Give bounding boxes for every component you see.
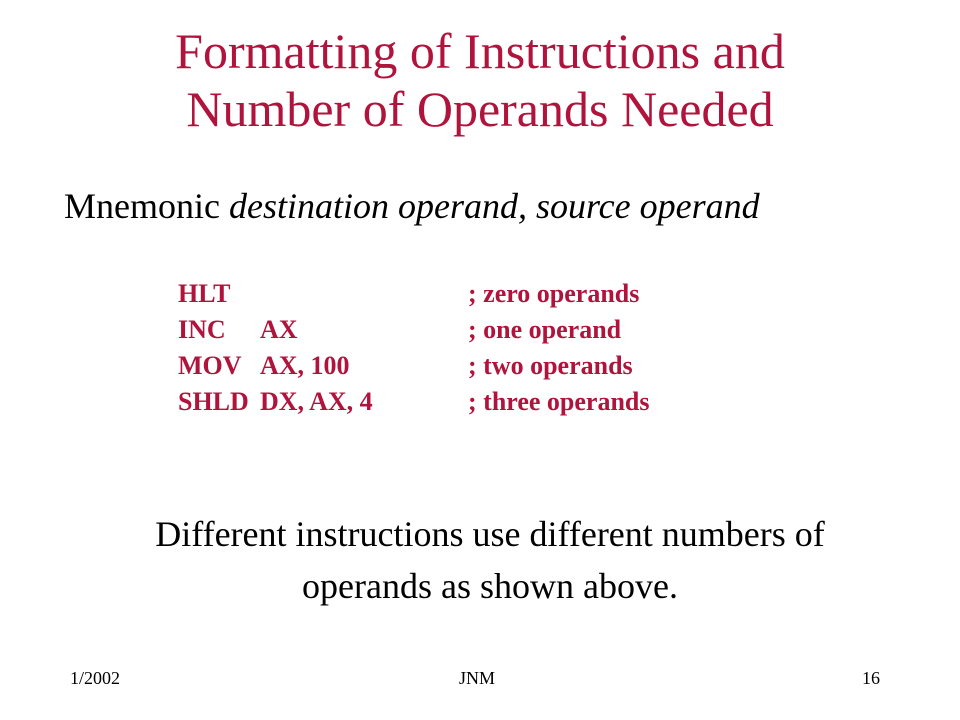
code-operands: DX, AX, 4 <box>260 387 373 416</box>
code-operands: AX <box>260 315 298 344</box>
footer-date: 1/2002 <box>70 668 121 688</box>
syntax-operands: destination operand, source operand <box>228 186 760 226</box>
note-line-1: Different instructions use different numbers of <box>155 514 825 554</box>
explanation-text <box>60 508 920 612</box>
code-mnemonic: INC <box>178 315 226 344</box>
code-operands: AX, 100 <box>260 351 350 380</box>
title-line-2: Number of Operands Needed <box>186 81 774 137</box>
title-line-1: Formatting of Instructions and <box>175 23 785 79</box>
code-comment: ; zero operands <box>468 279 640 308</box>
code-mnemonic: SHLD <box>178 387 249 416</box>
code-comment: ; two operands <box>468 351 633 380</box>
code-comment: ; one operand <box>468 315 622 344</box>
footer-author: JNM <box>459 668 496 688</box>
code-mnemonic: MOV <box>178 351 242 380</box>
code-mnemonic: HLT <box>178 279 231 308</box>
code-comment: ; three operands <box>468 387 650 416</box>
note-line-2: operands as shown above. <box>302 566 678 606</box>
instruction-syntax <box>64 184 760 228</box>
syntax-mnemonic: Mnemonic <box>64 186 220 226</box>
page-number: 16 <box>862 668 880 688</box>
slide-title <box>0 22 960 138</box>
